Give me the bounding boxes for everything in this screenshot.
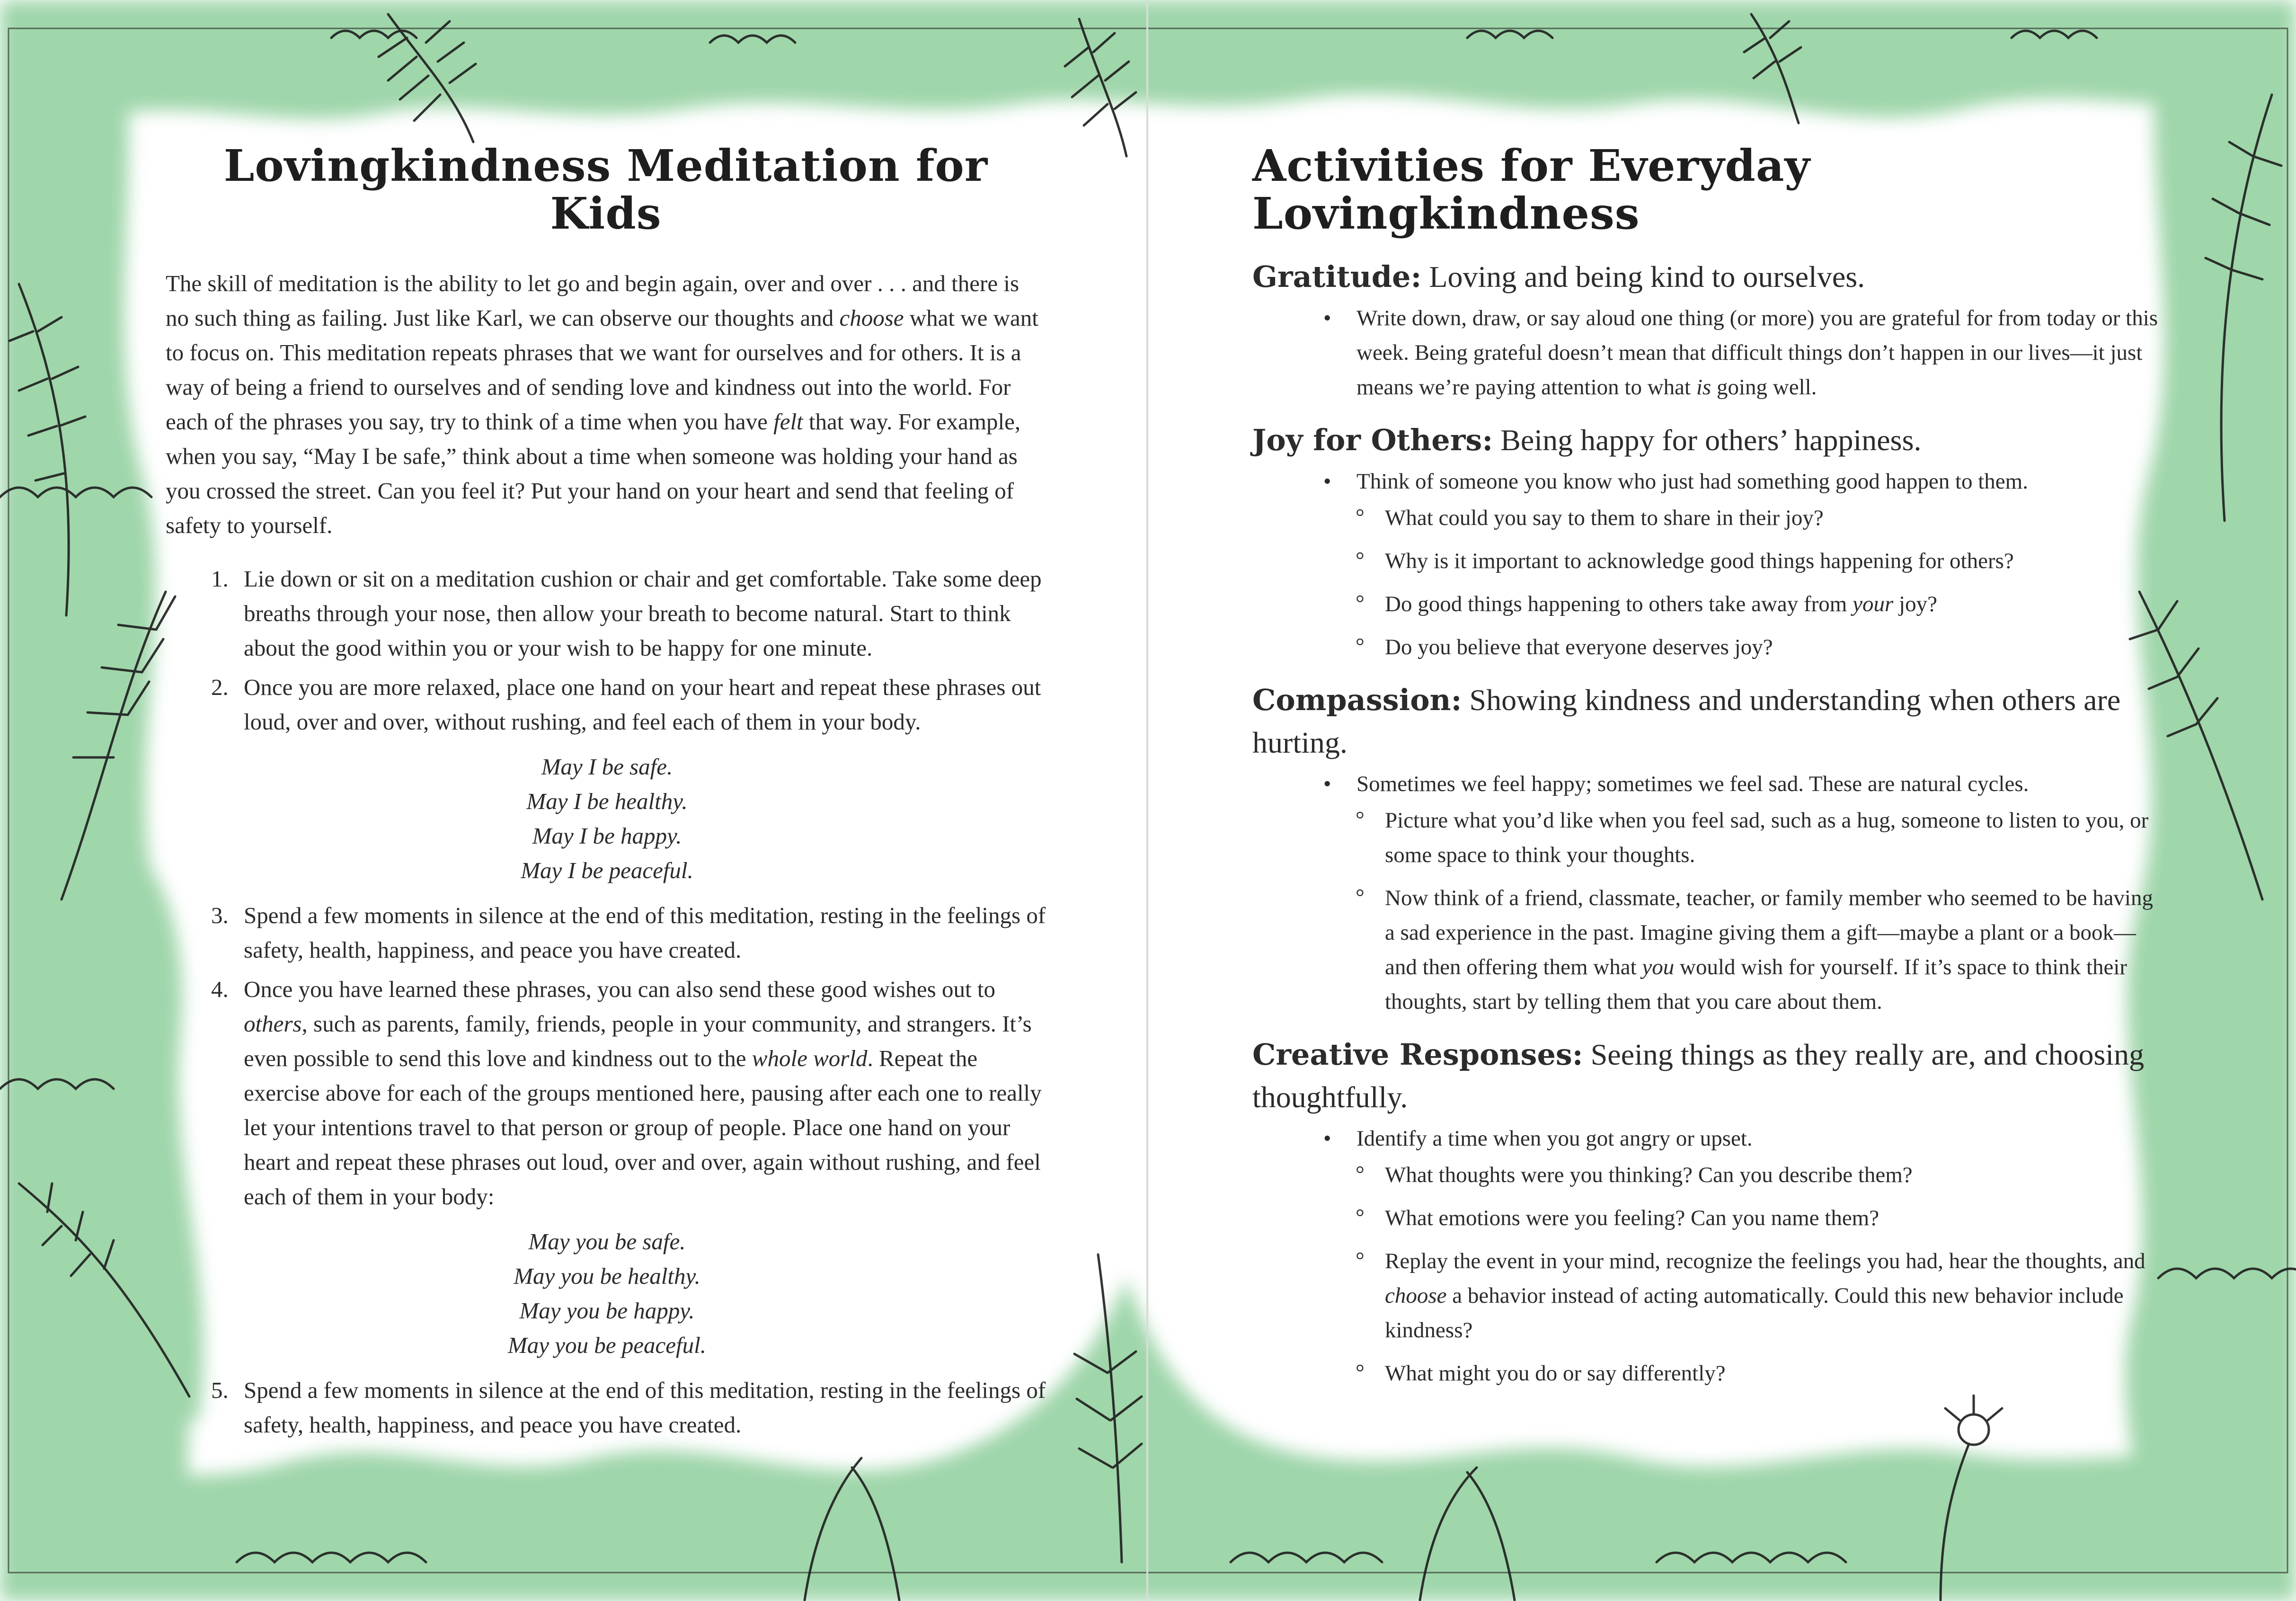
text-run: Spend a few moments in silence at the end of this meditation, resting in the feelings of safety, health, happiness, and peace you have created. bbox=[244, 902, 1046, 963]
sub-bullet-item bbox=[1385, 587, 2161, 622]
verse-line: May you be peaceful. bbox=[507, 1332, 707, 1359]
text-run: What could you say to them to share in their joy? bbox=[1385, 506, 1824, 531]
section-description: Showing kindness and understanding when others are hurting. bbox=[1252, 683, 2121, 760]
section-joy-for-others bbox=[1252, 419, 2161, 665]
sub-bullet-list bbox=[1347, 803, 2161, 1019]
sub-bullet-item bbox=[1385, 630, 2161, 665]
sub-bullet-item bbox=[1385, 1201, 2161, 1236]
sub-bullet-item bbox=[1385, 881, 2161, 1019]
bullet-list bbox=[1252, 301, 2161, 405]
text-run: a behavior instead of acting automatically. Could this new behavior include kindness? bbox=[1385, 1283, 2124, 1343]
intro-paragraph bbox=[166, 266, 1046, 543]
text-run: Replay the event in your mind, recognize the feelings you had, hear the thoughts, and bbox=[1385, 1249, 2145, 1274]
text-run: What thoughts were you thinking? Can you describe them? bbox=[1385, 1163, 1913, 1188]
text-run: would wish for yourself. If it’s space to think their thoughts, start by telling them that you care about them. bbox=[1385, 955, 2128, 1014]
section-heading bbox=[1252, 419, 2161, 462]
emphasis-text: felt bbox=[773, 409, 803, 435]
bullet-text bbox=[1356, 772, 2029, 796]
text-run: Lie down or sit on a meditation cushion or chair and get comfortable. Take some deep breaths through your nose, then allow your breath to become natural. Start to think about the good within you or your wish to be happy for one minute. bbox=[244, 566, 1042, 661]
step-item bbox=[234, 898, 1046, 967]
section-gratitude bbox=[1252, 256, 2161, 405]
section-creative-responses bbox=[1252, 1033, 2161, 1391]
emphasis-text: whole world bbox=[752, 1045, 868, 1072]
step-item bbox=[234, 1373, 1046, 1442]
section-term: Creative Responses: bbox=[1252, 1037, 1583, 1072]
text-run: Picture what you’d like when you feel sad, such as a hug, someone to listen to you, or some space to think your thoughts. bbox=[1385, 808, 2149, 868]
section-term: Compassion: bbox=[1252, 683, 1462, 718]
page-title: Activities for Everyday Lovingkindness bbox=[1252, 140, 1810, 240]
section-description: Loving and being kind to ourselves. bbox=[1421, 260, 1865, 294]
verse-line: May I be happy. bbox=[532, 823, 682, 849]
sub-bullet-item bbox=[1385, 501, 2161, 535]
text-run: What emotions were you feeling? Can you name them? bbox=[1385, 1206, 1879, 1231]
text-run: joy? bbox=[1893, 592, 1937, 617]
left-page bbox=[166, 142, 1046, 1447]
right-page bbox=[1252, 142, 2161, 1399]
sub-bullet-item bbox=[1385, 1158, 2161, 1192]
section-compassion bbox=[1252, 679, 2161, 1019]
bullet-item bbox=[1356, 464, 2161, 665]
verse-line: May I be peaceful. bbox=[521, 857, 693, 884]
text-run: What might you do or say differently? bbox=[1385, 1361, 1726, 1386]
section-heading bbox=[1252, 1033, 2161, 1119]
bullet-text bbox=[1356, 469, 2028, 494]
verse-line: May I be safe. bbox=[541, 754, 673, 780]
text-run: The skill of meditation is the ability to let go and begin again, over and over . . . and there is no such thing as failing. Just like Karl, we can observe our thoughts and bbox=[166, 270, 1019, 331]
section-heading bbox=[1252, 679, 2161, 764]
page-title: Lovingkindness Meditation for Kids bbox=[223, 140, 988, 240]
text-run: going well. bbox=[1711, 375, 1817, 400]
bullet-text bbox=[1356, 306, 2158, 400]
bullet-text bbox=[1356, 1126, 1753, 1151]
section-term: Gratitude: bbox=[1252, 259, 1422, 294]
section-term: Joy for Others: bbox=[1252, 423, 1493, 458]
bullet-list bbox=[1252, 767, 2161, 1019]
text-run: Do you believe that everyone deserves joy? bbox=[1385, 635, 1773, 660]
sub-bullet-item bbox=[1385, 1244, 2161, 1348]
text-run: Why is it important to acknowledge good things happening for others? bbox=[1385, 549, 2014, 574]
emphasis-text: choose bbox=[839, 305, 904, 331]
verse-others bbox=[168, 1224, 1046, 1362]
text-run: Now think of a friend, classmate, teacher, or family member who seemed to be having a sad experience in the past. Imagine giving them a gift—maybe a plant or a book—and then offering them what bbox=[1385, 886, 2153, 980]
bullet-list bbox=[1252, 464, 2161, 665]
emphasis-text: is bbox=[1696, 375, 1711, 400]
verse-line: May you be healthy. bbox=[514, 1263, 700, 1290]
emphasis-text: others bbox=[244, 1011, 302, 1037]
text-run: . Repeat the exercise above for each of the groups mentioned here, pausing after each one to really let your intentions travel to that person or group of people. Place one hand on your heart and repeat these phrases out loud, over and over, again without rushing, and feel each of them in your body: bbox=[244, 1045, 1042, 1210]
verse-line: May you be happy. bbox=[519, 1298, 695, 1324]
text-run: Write down, draw, or say aloud one thing (or more) you are grateful for from today or this week. Being grateful doesn’t mean that difficult things don’t happen in our lives—it just means we’re paying attention to what bbox=[1356, 306, 2158, 400]
emphasis-text: choose bbox=[1385, 1283, 1447, 1308]
section-description: Seeing things as they really are, and choosing thoughtfully. bbox=[1252, 1038, 2145, 1114]
sub-bullet-list bbox=[1347, 501, 2161, 665]
text-run: Spend a few moments in silence at the end of this meditation, resting in the feelings of safety, health, happiness, and peace you have created. bbox=[244, 1377, 1046, 1438]
sub-bullet-list bbox=[1347, 1158, 2161, 1391]
text-run: Sometimes we feel happy; sometimes we feel sad. These are natural cycles. bbox=[1356, 772, 2029, 797]
section-description: Being happy for others’ happiness. bbox=[1493, 423, 1922, 457]
emphasis-text: your bbox=[1853, 592, 1894, 617]
page-gutter bbox=[1146, 0, 1148, 1601]
sub-bullet-item bbox=[1385, 1356, 2161, 1391]
text-run: Think of someone you know who just had something good happen to them. bbox=[1356, 469, 2028, 494]
section-heading bbox=[1252, 256, 2161, 298]
emphasis-text: you bbox=[1642, 955, 1675, 980]
text-run: , such as parents, family, friends, people in your community, and strangers. It’s even possible to send this love and kindness out to the bbox=[244, 1011, 1032, 1072]
sub-bullet-item bbox=[1385, 803, 2161, 872]
bullet-item bbox=[1356, 301, 2161, 405]
bullet-list bbox=[1252, 1121, 2161, 1391]
verse-line: May you be safe. bbox=[528, 1228, 686, 1255]
verse-line: May I be healthy. bbox=[526, 788, 688, 815]
text-run: what we want to focus on. This meditation repeats phrases that we want for ourselves and for others. It is a way of being a friend to ourselves and of sending love and kindness out into the world. For each of the phrases you say, try to think of a time when you have bbox=[166, 305, 1038, 435]
text-run: Once you are more relaxed, place one hand on your heart and repeat these phrases out loud, over and over, without rushing, and feel each of them in your body. bbox=[244, 674, 1041, 735]
text-run: Identify a time when you got angry or upset. bbox=[1356, 1126, 1753, 1151]
meditation-steps bbox=[166, 561, 1046, 1442]
text-run: Once you have learned these phrases, you can also send these good wishes out to bbox=[244, 976, 995, 1003]
step-item bbox=[234, 972, 1046, 1214]
verse-self bbox=[168, 749, 1046, 888]
bullet-item bbox=[1356, 767, 2161, 1019]
sub-bullet-item bbox=[1385, 544, 2161, 578]
bullet-item bbox=[1356, 1121, 2161, 1391]
text-run: that way. For example, when you say, “May I be safe,” think about a time when someone was holding your hand as you crossed the street. Can you feel it? Put your hand on your heart and send that feeling of safety to yourself. bbox=[166, 409, 1021, 539]
step-item bbox=[234, 561, 1046, 665]
step-item bbox=[234, 670, 1046, 739]
text-run: Do good things happening to others take away from bbox=[1385, 592, 1853, 617]
